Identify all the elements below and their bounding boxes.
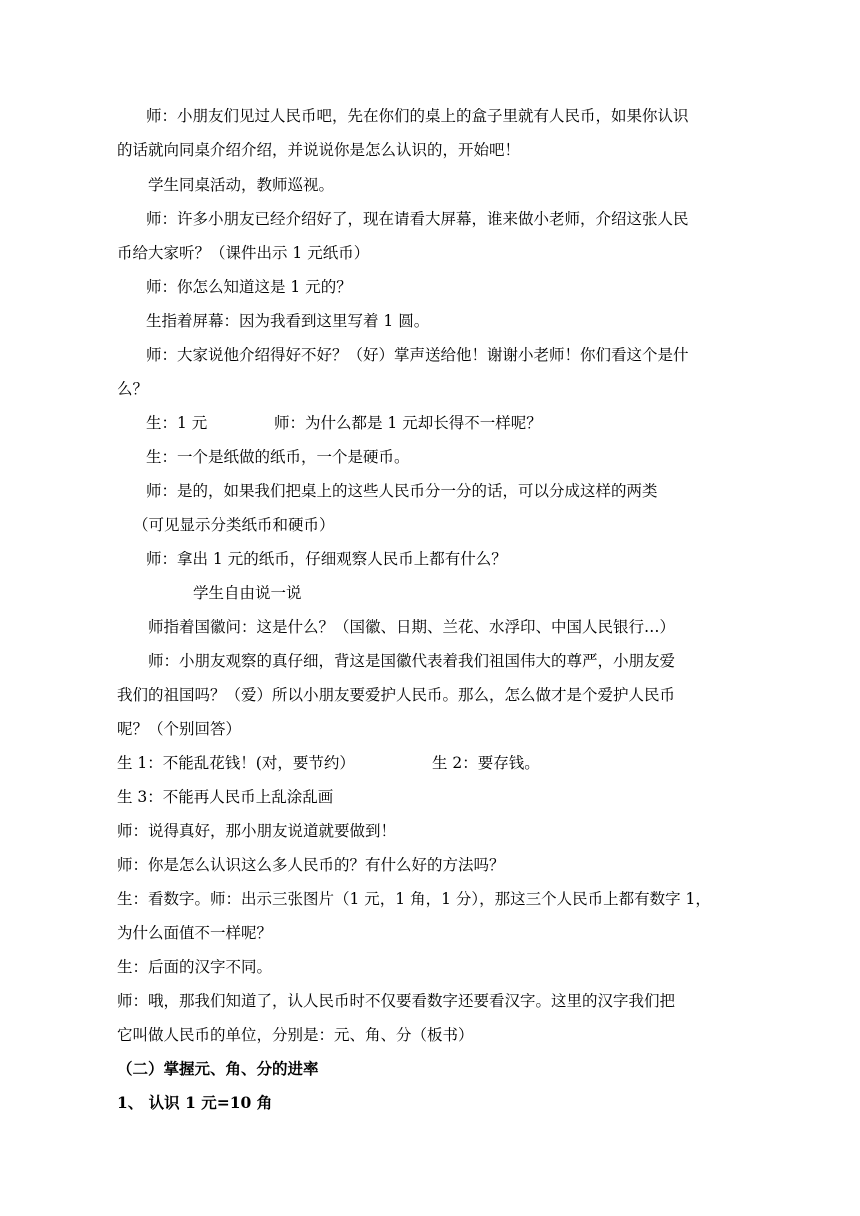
text-line: 师：大家说他介绍得好不好？（好）掌声送给他！谢谢小老师！你们看这个是什: [146, 346, 689, 364]
text-line: 师：是的，如果我们把桌上的这些人民币分一分的话，可以分成这样的两类: [146, 482, 658, 500]
text-line: 师：你怎么知道这是 1 元的？: [146, 278, 352, 296]
text-line: 币给大家听？（课件出示 1 元纸币）: [117, 244, 370, 262]
text-line: 它叫做人民币的单位，分别是：元、角、分（板书）: [117, 1026, 474, 1044]
text-line: 师：为什么都是 1 元却长得不一样呢？: [274, 414, 542, 432]
text-line: 师：你是怎么认识这么多人民币的？有什么好的方法吗？: [117, 856, 505, 874]
text-line: 师：说得真好，那小朋友说道就要做到！: [117, 822, 397, 840]
text-line: （可见显示分类纸币和硬币）: [133, 516, 335, 534]
text-line: 师：拿出 1 元的纸币，仔细观察人民币上都有什么？: [146, 550, 507, 568]
text-line: 师：哦，那我们知道了，认人民币时不仅要看数字还要看汉字。这里的汉字我们把: [117, 992, 676, 1010]
text-line: 么？: [117, 380, 149, 398]
text-line: 生：看数字。师：出示三张图片（1 元，1 角，1 分），那这三个人民币上都有数字 1，: [117, 890, 711, 908]
text-line: 呢？（个别回答）: [117, 720, 242, 738]
subsection-heading: 1、 认识 1 元=10 角: [117, 1093, 273, 1112]
text-line: 师指着国徽问：这是什么？（国徽、日期、兰花、水浮印、中国人民银行…）: [148, 618, 676, 636]
text-line: 生：后面的汉字不同。: [117, 958, 273, 976]
text-line: 生 3：不能再人民币上乱涂乱画: [117, 788, 334, 806]
text-line: 为什么面值不一样呢？: [117, 924, 273, 942]
section-heading: （二）掌握元、角、分的进率: [117, 1059, 319, 1078]
text-line: 生：一个是纸做的纸币，一个是硬币。: [146, 448, 410, 466]
text-line: 生 2：要存钱。: [432, 754, 540, 772]
text-line: 生：1 元: [146, 414, 208, 432]
text-line: 生 1：不能乱花钱！(对，要节约）: [117, 754, 355, 772]
text-line: 我们的祖国吗？（爱）所以小朋友要爱护人民币。那么，怎么做才是个爱护人民币: [117, 686, 676, 704]
text-line: 的话就向同桌介绍介绍，并说说你是怎么认识的，开始吧！: [117, 141, 521, 159]
text-line: 生指着屏幕：因为我看到这里写着 1 圆。: [146, 312, 430, 330]
text-line: 学生同桌活动，教师巡视。: [148, 176, 335, 194]
text-line: 师：小朋友们见过人民币吧，先在你们的桌上的盒子里就有人民币，如果你认识: [146, 107, 689, 125]
text-line: 师：许多小朋友已经介绍好了，现在请看大屏幕，谁来做小老师，介绍这张人民: [146, 210, 689, 228]
text-line: 师：小朋友观察的真仔细，背这是国徽代表着我们祖国伟大的尊严，小朋友爱: [148, 652, 676, 670]
text-line: 学生自由说一说: [193, 584, 302, 602]
